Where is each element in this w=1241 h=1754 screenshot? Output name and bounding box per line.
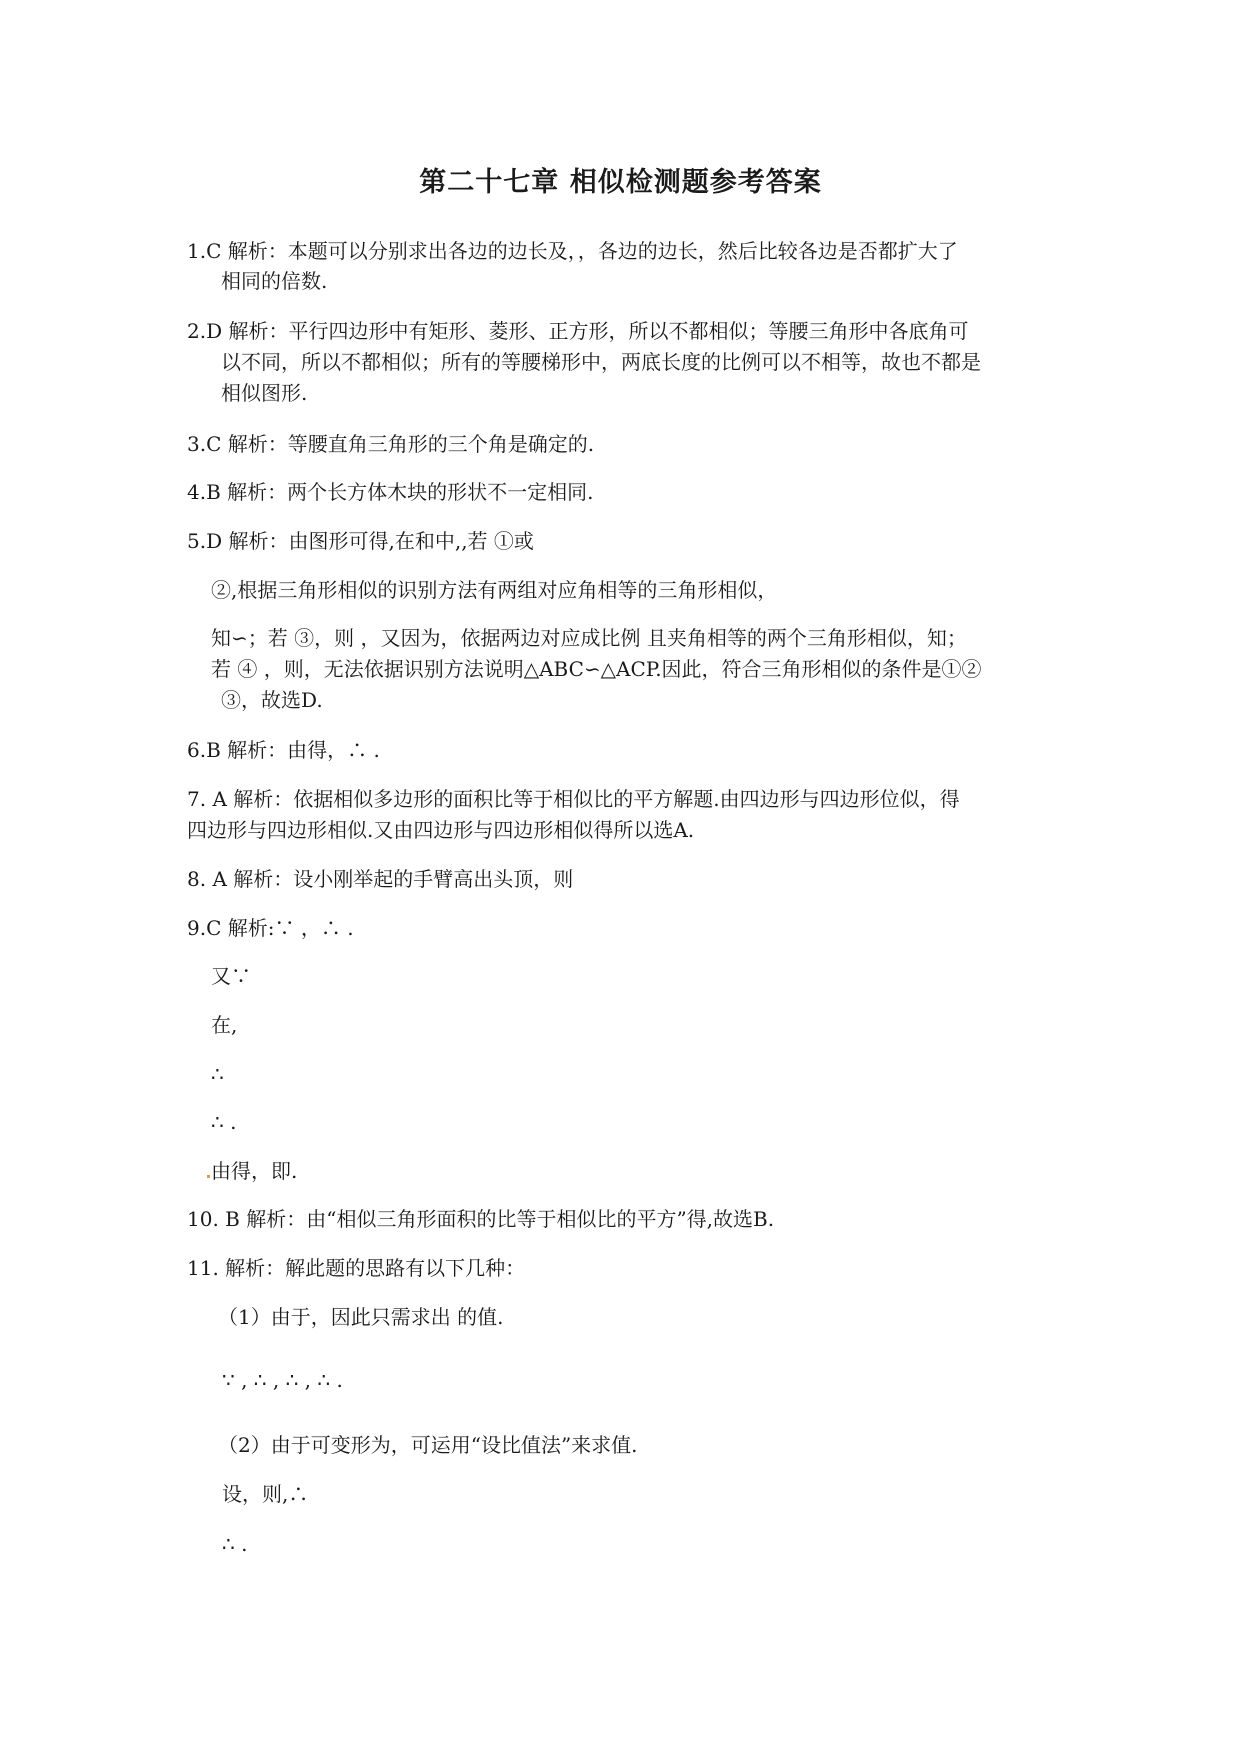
- answer-11-line-3: ∵ , ∴ , ∴ , ∴ .: [222, 1368, 343, 1392]
- answer-2-line-2: 以不同，所以不都相似；所有的等腰梯形中，两底长度的比例可以不相等，故也不都是: [221, 350, 981, 374]
- answer-5-line-2: ②,根据三角形相似的识别方法有两组对应角相等的三角形相似，: [211, 578, 778, 602]
- edit-mark: [207, 1175, 210, 1178]
- answer-4: 4.B 解析：两个长方体木块的形状不一定相同.: [187, 480, 594, 504]
- page-title: 第二十七章 相似检测题参考答案: [419, 167, 822, 198]
- answer-6: 6.B 解析：由得，∴ .: [187, 738, 380, 762]
- answer-11-line-5: 设，则,∴: [222, 1482, 309, 1506]
- answer-11-line-4: （2）由于可变形为，可运用“设比值法”来求值.: [218, 1433, 638, 1457]
- answer-10: 10. B 解析：由“相似三角形面积的比等于相似比的平方”得,故选B.: [187, 1207, 775, 1231]
- answer-9-line-1: 9.C 解析:∵ ，∴ .: [187, 916, 354, 940]
- answer-5-line-5: ③，故选D.: [221, 688, 323, 712]
- answer-1-line-1: 1.C 解析：本题可以分别求出各边的边长及，，各边的边长，然后比较各边是否都扩大了: [187, 239, 958, 263]
- answer-11-line-1: 11. 解析：解此题的思路有以下几种：: [187, 1256, 526, 1280]
- answer-5-line-3: 知∽；若 ③，则 ，又因为，依据两边对应成比例 且夹角相等的两个三角形相似，知；: [211, 626, 967, 650]
- answer-9-line-6-text: 由得，即.: [211, 1159, 298, 1183]
- answer-9-line-6: [207, 1157, 297, 1185]
- answer-11-line-6: ∴ .: [222, 1532, 248, 1556]
- answer-9-line-4: ∴: [211, 1062, 224, 1086]
- answer-9-line-5: ∴ .: [211, 1110, 237, 1134]
- answer-9-line-3: 在,: [211, 1013, 238, 1037]
- answer-11-line-2: （1）由于，因此只需求出 的值.: [218, 1305, 504, 1329]
- answer-7-line-2: 四边形与四边形相似.又由四边形与四边形相似得所以选A.: [187, 818, 695, 842]
- answer-7-line-1: 7. A 解析：依据相似多边形的面积比等于相似比的平方解题.由四边形与四边形位似，得: [187, 787, 960, 811]
- answer-3: 3.C 解析：等腰直角三角形的三个角是确定的.: [187, 432, 595, 456]
- answer-9-line-2: 又∵: [211, 964, 251, 988]
- answer-5-line-1: 5.D 解析：由图形可得,在和中,,若 ①或: [187, 529, 534, 553]
- answer-1-line-2: 相同的倍数.: [221, 269, 328, 293]
- answer-5-line-4: 若 ④ ，则，无法依据识别方法说明△ABC∽△ACP.因此，符合三角形相似的条件是①②: [211, 657, 982, 681]
- answer-2-line-1: 2.D 解析：平行四边形中有矩形、菱形、正方形，所以不都相似；等腰三角形中各底角可: [187, 319, 969, 343]
- answer-8: 8. A 解析：设小刚举起的手臂高出头顶，则: [187, 867, 574, 891]
- answer-2-line-3: 相似图形.: [221, 381, 308, 405]
